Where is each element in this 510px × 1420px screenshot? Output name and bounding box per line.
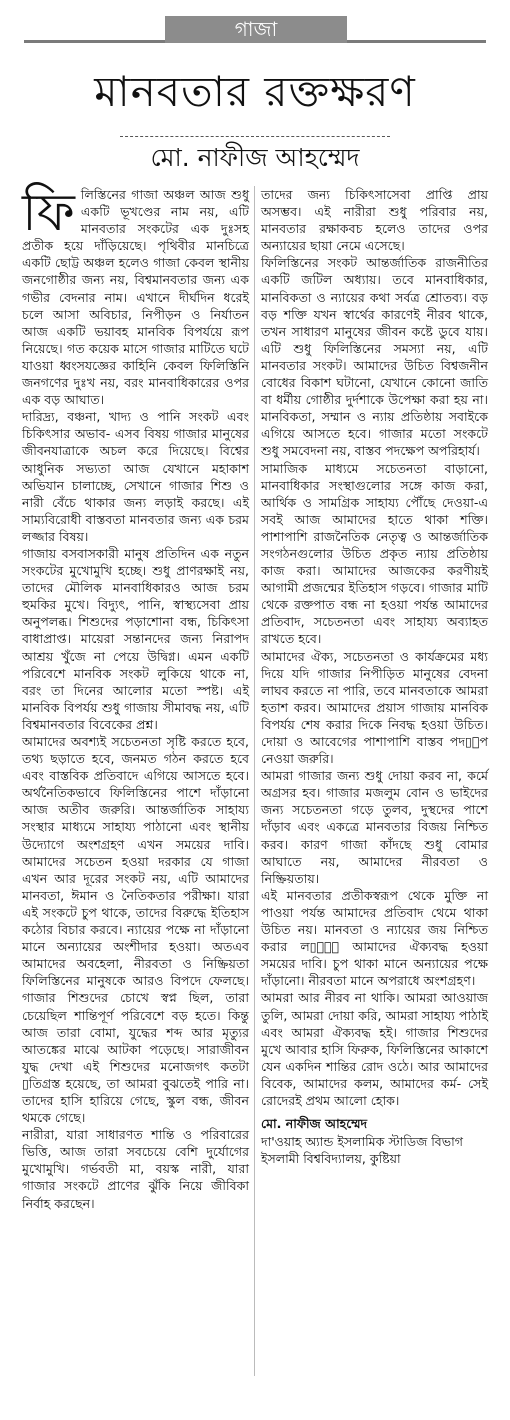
signature-university: ইসলামী বিশ্ববিদ্যালয়, কুষ্টিয়া [261,1151,401,1167]
section-tab: গাজা [165,16,347,43]
paragraph: তাদের জন্য চিকিৎসাসেবা প্রাপ্তি প্রায় অসম্ভব। এই নারীরা শুধু পরিবার নয়, মানবতার রক্ষাকবচ হলেও তাদের ওপর অন্যায়ের ছায়া নেমে এসেছে। [261,187,488,254]
signature-department: দা'ওয়াহ অ্যান্ড ইসলামিক স্টাডিজ বিভাগ [261,1133,463,1149]
article-column-2 [261,186,488,1212]
paragraph: আমাদের ঐক্য, সচেতনতা ও কার্যক্রমের মধ্য দিয়ে যদি গাজার নিপীড়িত মানুষের বেদনা লাঘব করতে না পারি, তবে মানবতাকে আমরা হতাশ করব। আমাদের প্রয়াস গাজায় মানবিক বিপর্যয় শেষ করার দিকে নিবদ্ধ হওয়া উচিত। দোয়া ও আবেগের পাশাপাশি বাস্তব পদ▯েপ নেওয়া জরুরি। [261,648,488,767]
byline: মো. নাফীজ আহম্মেদ [150,143,360,172]
paragraph-text: লিস্তিনের গাজা অঞ্চল আজ শুধু একটি ভূখণ্ডের নাম নয়, এটি মানবতার সংকটের এক দুঃসহ প্রতীক হয়ে দাঁড়িয়েছে। পৃথিবীর মানচিত্রে একটি ছোট্ট অঞ্চল হলেও গাজা কেবল স্থানীয় জনগোষ্ঠীর জন্য নয়, বিশ্বমানবতার জন্য এক গভীর বেদনার নাম। এখানে দীর্ঘদিন ধরেই চলে আসা অবিচার, নিপীড়ন ও নির্যাতন আজ একটি ভয়াবহ মানবিক বিপর্যয়ে রূপ নিয়েছে। গত কয়েক মাসে গাজার মাটিতে ঘটে যাওয়া ধ্বংসযজ্ঞের কাহিনি কেবল ফিলিস্তিনি জনগণের দুঃখ নয়, বরং মানবাধিকারের ওপর এক বড় আঘাত। [22,187,249,408]
paragraph: আমরা গাজার জন্য শুধু দোয়া করব না, কর্মে অগ্রসর হব। গাজার মজলুম বোন ও ভাইদের জন্য সচেতনতা গড়ে তুলব, দুস্থদের পাশে দাঁড়াব এবং একত্রে মানবতার বিজয় নিশ্চিত করব। কারণ গাজা কাঁদছে শুধু বোমার আঘাতে নয়, আমাদের নীরবতা ও নিষ্ক্রিয়তায়। [261,768,488,886]
paragraph: আমরা আর নীরব না থাকি। আমরা আওয়াজ তুলি, আমরা দোয়া করি, আমরা সাহায্য পাঠাই এবং আমরা ঐক্যবদ্ধ হই। গাজার শিশুদের মুখে আবার হাসি ফিরুক, ফিলিস্তিনের আকাশে যেন একদিন শান্তির রোদ ওঠে। আর আমাদের বিবেক, আমাদের কলম, আমাদের কর্ম- সেই রোদেরই প্রথম আলো হোক। [261,990,488,1108]
author-signature [261,1115,488,1168]
byline-rule [120,136,390,138]
signature-name: মো. নাফীজ আহম্মেদ [261,1116,368,1132]
paragraph: ফিলিস্তিনের সংকট আন্তর্জাতিক রাজনীতির একটি জটিল অধ্যায়। তবে মানবাধিকার, মানবিকতা ও ন্যায়ের কথা সর্বত্র শ্রোতব্য। বড় বড় শক্তি যখন স্বার্থের কারণেই নীরব থাকে, তখন সাধারণ মানুষের জীবন কষ্টে ডুবে যায়। এটি শুধু ফিলিস্তিনের সমস্যা নয়, এটি মানবতার সংকট। আমাদের উচিত বিশ্বজনীন বোধের বিকাশ ঘটানো, যেখানে কোনো জাতি বা ধর্মীয় গোষ্ঠীর দুর্দশাকে উপেক্ষা করা হয় না। মানবিকতা, সম্মান ও ন্যায় প্রতিষ্ঠায় সবাইকে এগিয়ে আসতে হবে। গাজার মতো সংকটে শুধু সমবেদনা নয়, বাস্তব পদক্ষেপ অপরিহার্য। [261,255,488,459]
headline: মানবতার রক্তক্ষরণ [94,67,416,116]
paragraph: এই মানবতার প্রতীকস্বরূপ থেকে মুক্তি না পাওয়া পর্যন্ত আমাদের প্রতিবাদ থেমে থাকা উচিত নয়। মানবতা ও ন্যায়ের জয় নিশ্চিত করার ল▯্যে আমাদের ঐক্যবদ্ধ হওয়া সময়ের দাবি। চুপ থাকা মানে অন্যায়ের পক্ষে দাঁড়ানো। নীরবতা মানে অপরাধে অংশগ্রহণ। [261,887,488,989]
paragraph: দারিদ্র্য, বঞ্চনা, খাদ্য ও পানি সংকট এবং চিকিৎসার অভাব- এসব বিষয় গাজার মানুষের জীবনযাত্রাকে অচল করে দিয়েছে। বিশ্বের আধুনিক সভ্যতা আজ যেখানে মহাকাশ অভিযান চালাচ্ছে, সেখানে গাজার শিশু ও নারী বেঁচে থাকার জন্য লড়াই করছে। এই সাম্যবিরোধী বাস্তবতা মানবতার জন্য এক চরম লজ্জার বিষয়। [22,409,249,544]
paragraph [22,183,249,408]
drop-cap: ফি [22,183,75,243]
paragraph: সামাজিক মাধ্যমে সচেতনতা বাড়ানো, মানবাধিকার সংস্থাগুলোর সঙ্গে কাজ করা, আর্থিক ও সামগ্রিক সাহায্য পৌঁছে দেওয়া-এ সবই আজ আমাদের হাতে থাকা শক্তি। পাশাপাশি রাজনৈতিক নেতৃত্ব ও আন্তর্জাতিক সংগঠনগুলোর উচিত প্রকৃত ন্যায় প্রতিষ্ঠায় কাজ করা। আমাদের আজকের করণীয়ই আগামী প্রজন্মের ইতিহাস গড়বে। গাজার মাটি থেকে রক্তপাত বন্ধ না হওয়া পর্যন্ত আমাদের প্রতিবাদ, সচেতনতা এবং সাহায্য অব্যাহত রাখতে হবে। [261,460,488,647]
article-column-1 [22,183,249,1212]
article-body [22,183,488,1212]
paragraph: গাজায় বসবাসকারী মানুষ প্রতিদিন এক নতুন সংকটের মুখোমুখি হচ্ছে। শুধু প্রাণরক্ষাই নয়, তাদের মৌলিক মানবাধিকারও আজ চরম হুমকির মুখে। বিদ্যুৎ, পানি, স্বাস্থ্যসেবা প্রায় অনুপলব্ধ। শিশুদের পড়াশোনা বন্ধ, চিকিৎসা বাধাপ্রাপ্ত। মায়েরা সন্তানদের জন্য নিরাপদ আশ্রয় খুঁজে না পেয়ে উদ্বিগ্ন। এমন একটি পরিবেশে মানবিক সংকট লুকিয়ে থাকে না, বরং তা দিনের আলোর মতো স্পষ্ট। এই মানবিক বিপর্যয় শুধু গাজায় সীমাবদ্ধ নয়, এটি বিশ্বমানবতার বিবেকের প্রশ্ন। [22,545,249,732]
paragraph: আমাদের অবশ্যই সচেতনতা সৃষ্টি করতে হবে, তথ্য ছড়াতে হবে, জনমত গঠন করতে হবে এবং বাস্তবিক প্রতিবাদে এগিয়ে আসতে হবে। অর্থনৈতিকভাবে ফিলিস্তিনের পাশে দাঁড়ানো আজ অতীব জরুরি। আন্তর্জাতিক সাহায্য সংস্থার মাধ্যমে সাহায্য পাঠানো এবং স্থানীয় উদ্যোগে অংশগ্রহণ এখন সময়ের দাবি। আমাদের সচেতন হওয়া দরকার যে গাজা এখন আর দূরের সংকট নয়, এটি আমাদের মানবতা, ঈমান ও নৈতিকতার পরীক্ষা। যারা এই সংকটে চুপ থাকে, তাদের বিরুদ্ধে ইতিহাস কঠোর বিচার করবে। ন্যায়ের পক্ষে না দাঁড়ানো মানে অন্যায়ের অংশীদার হওয়া। অতএব আমাদের অবহেলা, নীরবতা ও নিষ্ক্রিয়তা ফিলিস্তিনের মানুষকে আরও বিপদে ফেলছে। গাজার শিশুদের চোখে স্বপ্ন ছিল, তারা চেয়েছিল শান্তিপূর্ণ পরিবেশে বড় হতে। কিন্তু আজ তারা বোমা, যুদ্ধের শব্দ আর মৃত্যুর আতঙ্কের মাঝে আটকা পড়েছে। সারাজীবন যুদ্ধ দেখা এই শিশুদের মনোজগৎ কতটা ▯তিগ্রস্ত হয়েছে, তা আমরা বুঝতেই পারি না। তাদের হাসি হারিয়ে গেছে, স্কুল বন্ধ, জীবন থমকে গেছে। [22,734,249,1126]
paragraph: নারীরা, যারা সাধারণত শান্তি ও পরিবারের ভিত্তি, আজ তারা সবচেয়ে বেশি দুর্যোগের মুখোমুখি। গর্ভবতী মা, বয়স্ক নারী, যারা গাজার সংকটে প্রাণের ঝুঁকি নিয়ে জীবিকা নির্বাহ করছেন। [22,1127,249,1211]
